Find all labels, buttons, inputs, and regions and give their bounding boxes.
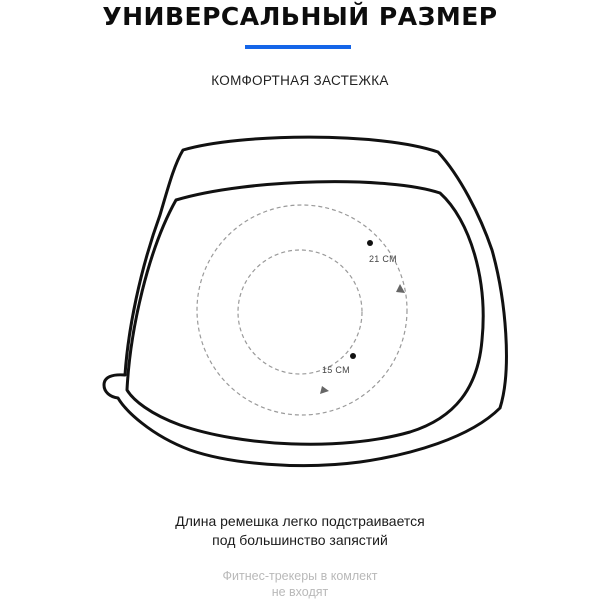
disclaimer-note xyxy=(0,568,600,600)
page-title: УНИВЕРСАЛЬНЫЙ РАЗМЕР xyxy=(102,2,498,31)
strap-outline-icon xyxy=(104,137,506,465)
outer-circle-label: 21 СМ xyxy=(369,254,397,264)
page-subtitle: КОМФОРТНАЯ ЗАСТЕЖКА xyxy=(211,73,389,88)
size-description-line-1: Длина ремешка легко подстраивается xyxy=(175,513,425,529)
outer-size-circle-icon xyxy=(197,205,407,415)
inner-circle-dot-icon xyxy=(350,353,356,359)
disclaimer-line-2: не входят xyxy=(271,585,329,599)
size-description-line-2: под большинство запястий xyxy=(212,532,388,548)
inner-circle-label: 15 СМ xyxy=(322,365,350,375)
disclaimer-line-1: Фитнес-трекеры в комлект xyxy=(222,569,378,583)
outer-circle-dot-icon xyxy=(367,240,373,246)
strap-inner-edge-icon xyxy=(127,182,483,445)
outer-circle-arrow-icon xyxy=(396,284,405,293)
size-description xyxy=(0,512,600,550)
inner-circle-arrow-icon xyxy=(320,386,329,394)
inner-size-circle-icon xyxy=(238,250,362,374)
